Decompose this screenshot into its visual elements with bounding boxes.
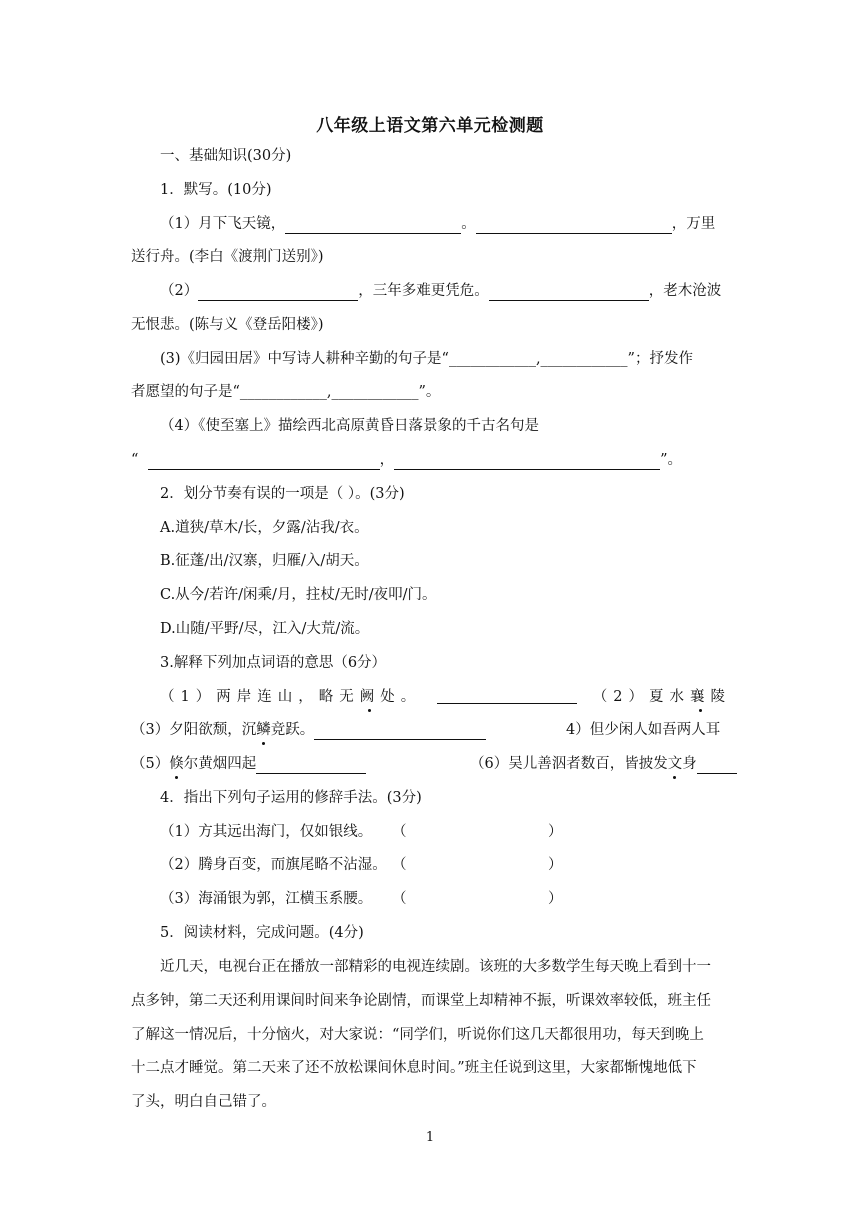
passage-line-2: 点多钟，第二天还利用课间时间来争论剧情，而课堂上却精神不振，听课效率较低，班主任	[131, 993, 711, 1009]
answer-blank[interactable]	[697, 757, 737, 774]
emphasis-dot-char: 鳞	[256, 722, 271, 738]
question-3-heading: 3.解释下列加点词语的意思（6分）	[160, 655, 387, 671]
paren-close: ）	[548, 891, 563, 907]
option-a: A.道狭/草木/长，夕露/沾我/衣。	[160, 520, 369, 536]
passage-line-1: 近几天，电视台正在播放一部精彩的电视连续剧。该班的大多数学生每天晚上看到十一	[160, 959, 711, 975]
answer-blank[interactable]	[314, 723, 486, 740]
emphasis-dot-char: 倏	[169, 756, 184, 772]
question-3-row-2-right: 4）但少闲人如吾两人耳	[566, 722, 721, 738]
question-1-item-3-cont: 者愿望的句子是“____________,____________”。	[131, 384, 441, 400]
question-1-item-1: （1）月下飞天镜， 。 ，万里	[160, 216, 716, 232]
answer-blank[interactable]	[476, 217, 672, 234]
passage-line-3: 了解这一情况后，十分恼火，对大家说：“同学们，听说你们这几天都很用功，每天到晚上	[131, 1027, 704, 1043]
option-b: B.征蓬/出/汉寨，归雁/入/胡天。	[160, 553, 369, 569]
option-d: D.山随/平野/尽，江入/大荒/流。	[160, 621, 370, 637]
paren-open: （	[392, 824, 407, 840]
passage-line-5: 了头，明白自己错了。	[131, 1094, 276, 1110]
paren-open: （	[392, 891, 407, 907]
question-4-item-2: （2）腾身百变，而旗尾略不沾湿。	[160, 857, 387, 873]
question-1-heading: 1．默写。(10分)	[160, 182, 272, 198]
emphasis-dot-char: 襄	[690, 689, 711, 705]
answer-blank[interactable]	[256, 757, 366, 774]
question-1-item-1-source: 送行舟。(李白《渡荆门送别》)	[131, 249, 324, 265]
passage-line-4: 十二点才睡觉。第二天来了还不放松课间休息时间。”班主任说到这里，大家都惭愧地低下	[131, 1060, 697, 1076]
question-2-heading: 2．划分节奏有误的一项是（ ）。(3分)	[160, 486, 405, 502]
answer-blank[interactable]	[285, 217, 461, 234]
question-3-row-2: （3）夕阳欲颓，沉鳞竞跃。	[131, 720, 486, 740]
question-3-row-3: （5）倏尔黄烟四起	[131, 754, 366, 774]
answer-blank[interactable]	[394, 453, 660, 470]
question-1-item-2-source: 无恨悲。(陈与义《登岳阳楼》)	[131, 317, 324, 333]
question-1-item-4: （4）《使至塞上》描绘西北高原黄昏日落景象的千古名句是	[160, 418, 539, 434]
answer-blank[interactable]	[198, 284, 358, 301]
question-3-row-3-right: （6）吴儿善泅者数百，皆披发文身	[470, 754, 737, 774]
question-4-item-1: （1）方其远出海门，仅如银线。	[160, 824, 373, 840]
question-1-item-4-blanks: “ ， ”。	[131, 452, 683, 468]
question-1-item-3: (3)《归园田居》中写诗人耕种辛勤的句子是“____________,____________”；抒发作	[160, 351, 693, 367]
question-4-heading: 4．指出下列句子运用的修辞手法。(3分)	[160, 790, 422, 806]
question-1-item-2: （2） ，三年多难更凭危。 ，老木沧波	[160, 283, 722, 299]
page-number: 1	[425, 1130, 435, 1145]
paren-close: ）	[548, 857, 563, 873]
emphasis-dot-char: 阙	[359, 689, 381, 705]
answer-blank[interactable]	[437, 687, 577, 704]
page-title: 八年级上语文第六单元检测题	[316, 116, 544, 136]
answer-blank[interactable]	[489, 284, 649, 301]
question-3-row-1: （1）两岸连山，略无阙处。 （2）夏水襄陵	[160, 689, 731, 705]
option-c: C.从今/若许/闲乘/月，拄杖/无时/夜叩/门。	[160, 587, 437, 603]
paren-open: （	[392, 857, 407, 873]
paren-close: ）	[548, 824, 563, 840]
section-heading: 一、基础知识(30分)	[160, 148, 292, 164]
question-5-heading: 5．阅读材料，完成问题。(4分)	[160, 925, 364, 941]
emphasis-dot-char: 文	[667, 756, 683, 772]
answer-blank[interactable]	[148, 453, 380, 470]
question-4-item-3: （3）海涌银为郭，江横玉系腰。	[160, 891, 373, 907]
